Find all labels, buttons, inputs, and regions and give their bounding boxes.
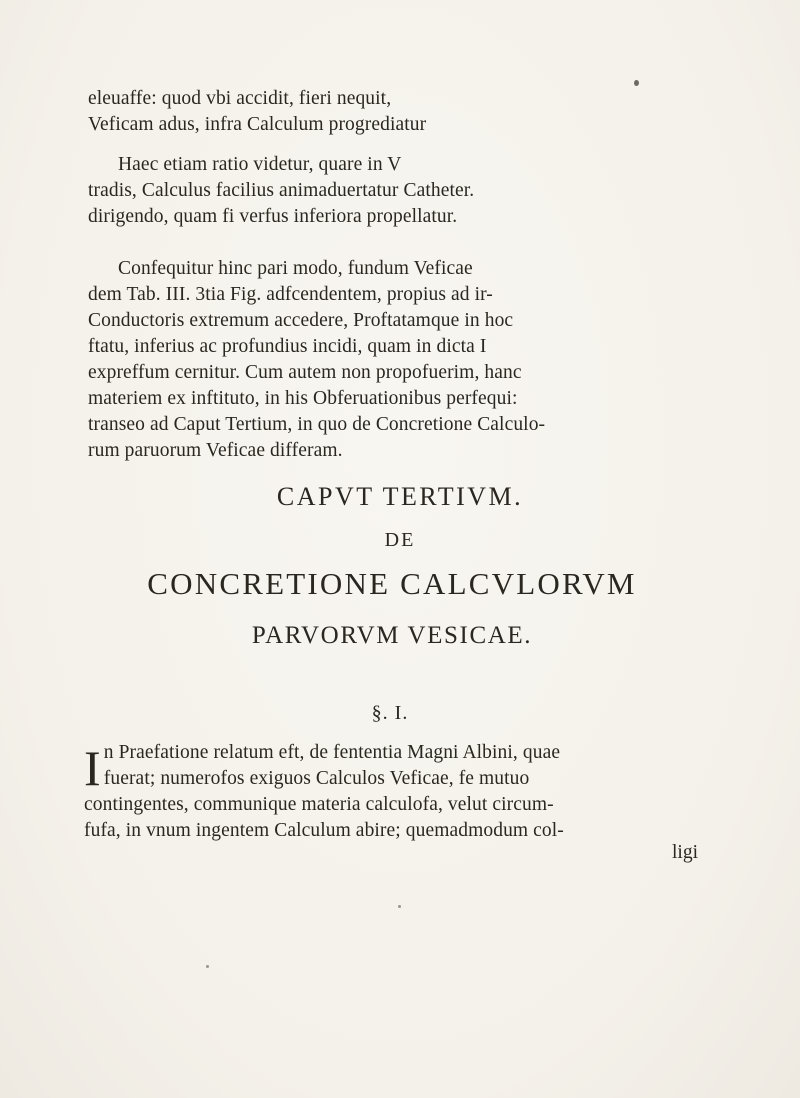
paper-speck [634, 80, 639, 86]
chapter-title: CAPVT TERTIVM. [276, 482, 524, 511]
text-line: fuerat; numerofos exiguos Calculos Veficae, fe mutuo [103, 768, 530, 789]
paragraph-consequitur [88, 256, 728, 464]
paper-speck [206, 965, 209, 968]
text-line: fufa, in vnum ingentem Calculum abire; quemadmodum col- [84, 820, 564, 841]
paragraph-continuation [88, 86, 728, 138]
section-mark: §. I. [371, 702, 409, 724]
paragraph-haec-etiam [88, 152, 728, 230]
chapter-subject-line-2: PARVORVM VESICAE. [251, 622, 533, 649]
text-line: tradis, Calculus facilius animaduertatur Catheter. [88, 180, 475, 201]
drop-cap: I [84, 740, 101, 796]
text-line: Haec etiam ratio videtur, quare in V [118, 154, 402, 175]
text-line: Veficam adus, infra Calculum progrediatur [88, 114, 427, 135]
text-line: eleuaffe: quod vbi accidit, fieri nequit, [88, 88, 392, 109]
text-line: Conductoris extremum accedere, Proftatamque in hoc [88, 310, 514, 331]
text-line: rum paruorum Veficae differam. [88, 440, 343, 461]
text-line: materiem ex inftituto, in his Obferuationibus perfequi: [88, 388, 518, 409]
text-line: contingentes, communique materia calculofa, velut circum- [84, 794, 554, 815]
catchword: ligi [672, 842, 699, 863]
text-line: dem Tab. III. 3tia Fig. adfcendentem, propius ad ir- [88, 284, 493, 305]
text-line: ftatu, inferius ac profundius incidi, quam in dicta I [88, 336, 487, 357]
text-line: transeo ad Caput Tertium, in quo de Concretione Calculo- [88, 414, 546, 435]
chapter-subject-line-1: CONCRETIONE CALCVLORVM [147, 566, 637, 601]
text-line: n Praefatione relatum eft, de fententia Magni Albini, quae [103, 742, 561, 763]
paper-speck [398, 905, 401, 908]
chapter-de: DE [384, 529, 416, 551]
paragraph-section-one [84, 740, 744, 844]
text-line: Confequitur hinc pari modo, fundum Veficae [118, 258, 473, 279]
text-line: expreffum cernitur. Cum autem non propofuerim, hanc [88, 362, 522, 383]
text-line: dirigendo, quam fi verfus inferiora propellatur. [88, 206, 458, 227]
